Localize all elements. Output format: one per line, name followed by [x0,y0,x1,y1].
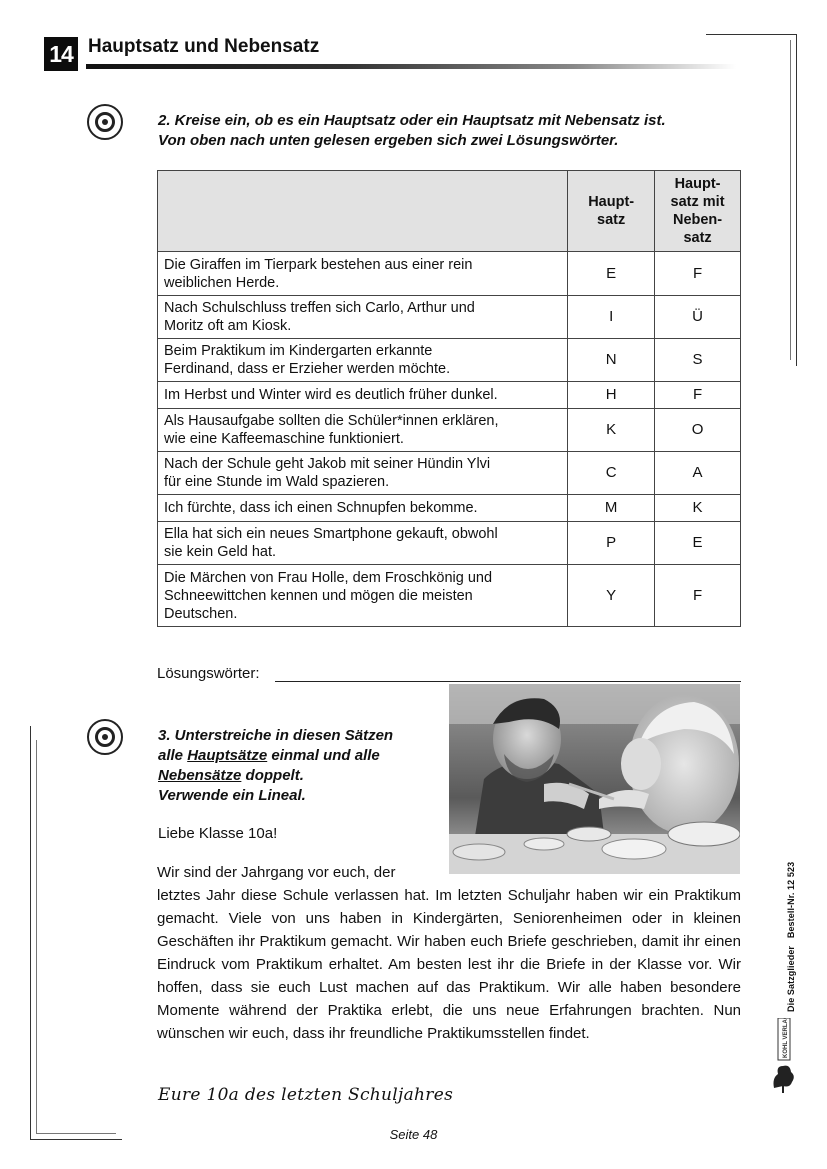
sentence-line: Beim Praktikum im Kindergarten erkannte [164,343,433,359]
letter-first-line: Wir sind der Jahrgang vor euch, der [157,864,396,881]
table-row [158,565,741,627]
task2-instruction-line1: 2. Kreise ein, ob es ein Hauptsatz oder ein Hauptsatz mit Nebensatz ist. [158,112,666,129]
sentence-line: Als Hausaufgabe sollten die Schüler*innen erklären, [164,413,499,429]
page-title: Hauptsatz und Nebensatz [88,36,320,57]
option-hauptsatz[interactable]: N [568,339,655,382]
task3-instruction-line1: 3. Unterstreiche in diesen Sätzen [158,727,394,744]
option-hauptsatz-mit-nebensatz[interactable]: E [655,522,741,565]
table-row [158,522,741,565]
photo-father-and-child [449,684,740,874]
option-hauptsatz[interactable]: P [568,522,655,565]
sentence-line: Moritz oft am Kiosk. [164,318,292,334]
option-hauptsatz[interactable]: C [568,452,655,495]
frame-line-top-right [706,34,796,35]
sentence-cell [158,252,568,296]
table-header-hauptsatz-mit-nebensatz [655,171,741,252]
solution-writing-line[interactable] [275,681,741,682]
option-hauptsatz[interactable]: Y [568,565,655,627]
option-hauptsatz[interactable]: K [568,409,655,452]
header-line: Haupt- [588,194,635,210]
side-title: Die Satzglieder [786,945,796,1012]
sentence-cell [158,382,568,409]
header-line: satz mit [670,194,725,210]
table-row [158,409,741,452]
task3-instruction-line3 [158,766,448,786]
option-hauptsatz-mit-nebensatz[interactable]: A [655,452,741,495]
frame-line-right-inner [790,40,791,360]
title-underline [86,64,736,69]
task2-instruction [158,111,758,151]
solution-label: Lösungswörter: [157,665,260,682]
option-hauptsatz[interactable]: I [568,296,655,339]
letter-greeting: Liebe Klasse 10a! [158,825,278,842]
instruction-text: alle [158,747,188,764]
sentence-line: Ferdinand, dass er Erzieher werden möchte. [164,361,451,377]
nebensaetze-underlined: Nebensätze [158,767,242,784]
header-line: Haupt- [674,176,721,192]
option-hauptsatz-mit-nebensatz[interactable]: S [655,339,741,382]
option-hauptsatz-mit-nebensatz[interactable]: F [655,382,741,409]
sentence-line: Die Märchen von Frau Holle, dem Froschkönig und [164,569,493,586]
option-hauptsatz-mit-nebensatz[interactable]: F [655,565,741,627]
table-header-hauptsatz [568,171,655,252]
option-hauptsatz[interactable]: H [568,382,655,409]
option-hauptsatz-mit-nebensatz[interactable]: F [655,252,741,296]
table-row [158,252,741,296]
sentence-line: wie eine Kaffeemaschine funktioniert. [164,431,404,447]
option-hauptsatz-mit-nebensatz[interactable]: K [655,495,741,522]
table-row [158,495,741,522]
hauptsaetze-underlined: Hauptsätze [187,747,268,764]
table-row [158,452,741,495]
frame-line-left-outer [30,726,31,1140]
letter-text: letztes Jahr diese Schule verlassen hat. Im letzten Schuljahr haben wir ein Praktikum gemacht. Viele von uns haben in Kindergärten, Seniorenheimen oder in kleinen Geschäften ihr Praktikum gemacht. Wir haben euch Briefe geschrieben, damit ihr einen Eindruck vom Praktikum erhaltet. Am besten lest ihr die Briefe in der Klasse vor. Wir hoffen, dass sie euch Lust machen auf das Praktikum. Wir alle haben besondere Momente während der Praktika erlebt, die uns neue Erfahrungen brachten. Nun wünschen wir euch, dass ihr freundliche Praktikumsstellen findet. [157,887,741,1042]
chapter-number-badge: 14 [44,37,78,71]
option-hauptsatz[interactable]: M [568,495,655,522]
sentence-line: Nach der Schule geht Jakob mit seiner Hündin Ylvi [164,456,491,472]
target-icon [87,104,123,140]
sentence-line: Ella hat sich ein neues Smartphone gekauft, obwohl [164,526,498,542]
sentence-cell [158,565,568,627]
photo-illustration [449,684,740,874]
table-header-row [158,171,741,252]
header-line: Neben- [672,212,723,228]
table-row [158,382,741,409]
publisher-name: KOHL VERLAG [783,1018,789,1058]
sentence-line: Schneewittchen kennen und mögen die meisten [164,587,473,604]
letter-signature: Eure 10a des letzten Schuljahres [158,1085,454,1105]
option-hauptsatz-mit-nebensatz[interactable]: Ü [655,296,741,339]
header-line: satz [597,212,626,228]
sentence-line: Im Herbst und Winter wird es deutlich früher dunkel. [164,387,498,403]
sentence-line: Nach Schulschluss treffen sich Carlo, Arthur und [164,300,475,316]
option-hauptsatz[interactable]: E [568,252,655,296]
sentence-cell [158,495,568,522]
task3-instruction [158,726,448,806]
sentence-cell [158,522,568,565]
sentence-cell [158,296,568,339]
instruction-text: einmal und alle [267,747,380,764]
page-number: Seite 48 [389,1127,438,1142]
task3-instruction-line4: Verwende ein Lineal. [158,787,306,804]
sentence-line: Die Giraffen im Tierpark bestehen aus einer rein [164,256,473,273]
sentence-line: für eine Stunde im Wald spazieren. [164,474,390,490]
side-order-number: Bestell-Nr. 12 523 [786,861,796,939]
sentence-line: weiblichen Herde. [164,274,280,291]
answer-table [157,170,741,627]
sentence-line: Ich fürchte, dass ich einen Schnupfen bekomme. [164,500,478,516]
target-icon [87,719,123,755]
sentence-line: Deutschen. [164,605,238,622]
sentence-cell [158,409,568,452]
table-row [158,339,741,382]
side-reference [786,862,796,1012]
task2-instruction-line2: Von oben nach unten gelesen ergeben sich zwei Lösungswörter. [158,132,619,149]
frame-line-right-outer [796,34,797,366]
instruction-text: doppelt. [241,767,304,784]
task3-instruction-line2 [158,746,448,766]
option-hauptsatz-mit-nebensatz[interactable]: O [655,409,741,452]
sentence-line: sie kein Geld hat. [164,544,277,560]
letter-body [157,861,741,1045]
tree-icon [770,1018,796,1094]
sentence-cell [158,339,568,382]
table-header-sentence [158,171,568,252]
table-row [158,296,741,339]
frame-line-left-inner [36,740,37,1134]
sentence-cell [158,452,568,495]
publisher-logo [770,1018,796,1094]
header-line: satz [683,230,712,246]
